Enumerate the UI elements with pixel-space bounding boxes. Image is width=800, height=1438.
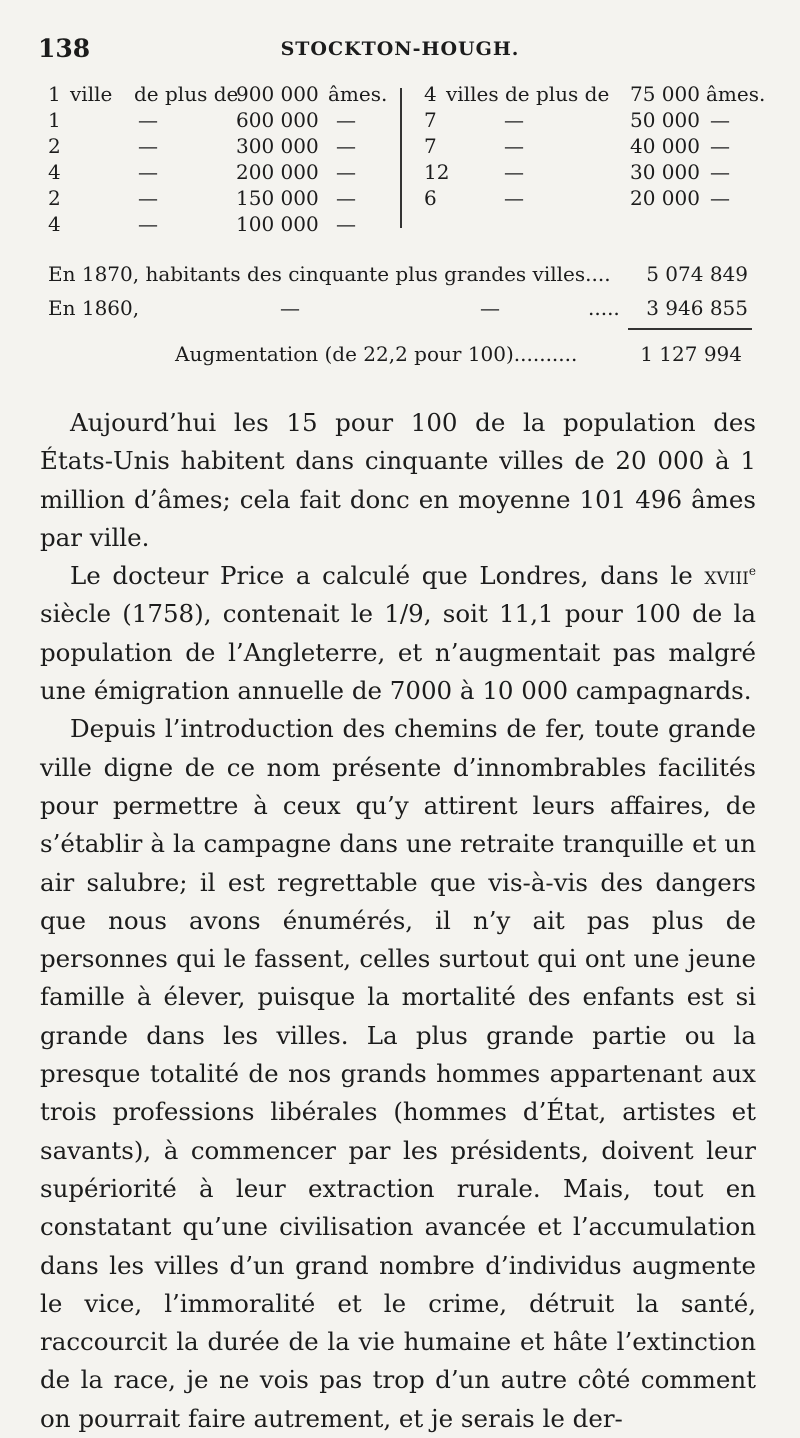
total-value: 5 074 849 bbox=[646, 262, 748, 286]
paragraph: Depuis l’introduction des chemins de fer, toute grande ville digne de ce nom présente d’innombrables facilités pour permettre à ceux qu’y attirent leurs affaires, de s’établir à la campagne dans une retraite tranquille et un air salubre; il est regrettable que vis-à-vis des dangers que nous avons énumérés, il n’y ait pas plus de personnes qui le fassent, celles surtout qui ont une jeune famille à élever, puisque la mortalité des enfants est si grande dans les villes. La plus grande partie ou la presque totalité de nos grands hommes appartenant aux trois professions libérales (hommes d’État, artistes et savants), à commencer par les présidents, doivent leur supériorité à leur extraction rurale. Mais, tout en constatant qu’une civilisation avancée et l’accumulation dans les villes d’un grand nombre d’individus augmente le vice, l’immoralité et le crime, détruit la santé, raccourcit la durée de la vie humaine et hâte l’extinction de la race, je ne vois pas trop d’un autre côté comment on pourrait faire autrement, et je serais le der- bbox=[40, 714, 756, 1433]
row-dash: — bbox=[504, 160, 524, 184]
row-count: 12 bbox=[424, 160, 450, 184]
paragraph: Aujourd’hui les 15 pour 100 de la population des États-Unis habitent dans cinquante villes de 20 000 à 1 million d’âmes; cela fait donc en moyenne 101 496 âmes par ville. bbox=[40, 408, 756, 552]
table-row bbox=[46, 186, 398, 212]
table-row bbox=[46, 212, 398, 238]
row-unit: — bbox=[710, 134, 730, 158]
row-count: 4 bbox=[48, 160, 61, 184]
table-row bbox=[46, 160, 398, 186]
row-number: 900 000 bbox=[236, 82, 319, 106]
page-header bbox=[38, 34, 762, 64]
row-count: 2 bbox=[48, 186, 61, 210]
row-unit: — bbox=[336, 160, 356, 184]
row-count: 7 bbox=[424, 134, 437, 158]
row-unit: — bbox=[710, 160, 730, 184]
row-dash: — bbox=[138, 186, 158, 210]
superscript: e bbox=[748, 564, 756, 579]
row-number: 100 000 bbox=[236, 212, 319, 236]
row-count: 1 bbox=[48, 108, 61, 132]
table-row bbox=[46, 82, 398, 108]
row-dash: — bbox=[504, 134, 524, 158]
row-number: 75 000 bbox=[630, 82, 700, 106]
total-value: 3 946 855 bbox=[646, 296, 748, 320]
running-head: STOCKTON-HOUGH. bbox=[280, 38, 520, 60]
row-number: 600 000 bbox=[236, 108, 319, 132]
table-row bbox=[46, 134, 398, 160]
population-totals bbox=[48, 262, 748, 330]
row-count: 6 bbox=[424, 186, 437, 210]
city-population-table bbox=[46, 82, 766, 236]
body-text bbox=[40, 404, 756, 1438]
row-dash: — bbox=[138, 160, 158, 184]
total-ditto: — bbox=[480, 296, 500, 320]
row-number: 20 000 bbox=[630, 186, 700, 210]
row-prefix: de plus de bbox=[134, 82, 239, 106]
paragraph bbox=[40, 557, 756, 710]
row-number: 40 000 bbox=[630, 134, 700, 158]
row-unit: — bbox=[336, 186, 356, 210]
table-row bbox=[414, 134, 764, 160]
row-unit: — bbox=[336, 212, 356, 236]
page-number: 138 bbox=[38, 34, 91, 63]
row-number: 30 000 bbox=[630, 160, 700, 184]
sum-rule bbox=[628, 328, 752, 330]
row-unit: âmes. bbox=[328, 82, 388, 106]
row-count: 2 bbox=[48, 134, 61, 158]
row-dash: — bbox=[504, 108, 524, 132]
table-row bbox=[414, 186, 764, 212]
row-dash: — bbox=[504, 186, 524, 210]
row-dash: — bbox=[138, 108, 158, 132]
table-row bbox=[46, 108, 398, 134]
augmentation-label: Augmentation (de 22,2 pour 100).......... bbox=[175, 342, 578, 366]
total-1860 bbox=[48, 296, 748, 330]
row-dash: — bbox=[138, 134, 158, 158]
total-leader: ..... bbox=[588, 296, 620, 320]
row-unit: — bbox=[336, 134, 356, 158]
row-number: 150 000 bbox=[236, 186, 319, 210]
row-number: 200 000 bbox=[236, 160, 319, 184]
paragraph-text: Le docteur Price a calculé que Londres, dans le bbox=[70, 561, 705, 591]
table-divider bbox=[400, 88, 402, 228]
table-row bbox=[414, 160, 764, 186]
row-label: ville bbox=[70, 82, 113, 106]
paragraph-text: siècle (1758), contenait le 1/9, soit 11,1 pour 100 de la population de l’Angleterre, et n’augmentait pas malgré une émigration annuelle de 7000 à 10 000 campagnards. bbox=[40, 599, 756, 706]
row-unit: âmes. bbox=[706, 82, 766, 106]
augmentation-line bbox=[175, 342, 742, 366]
augmentation-value: 1 127 994 bbox=[640, 342, 742, 366]
total-1870 bbox=[48, 262, 748, 296]
row-count: 1 bbox=[48, 82, 61, 106]
table-right-column bbox=[414, 82, 764, 212]
total-label: En 1870, habitants des cinquante plus grandes villes.... bbox=[48, 262, 611, 286]
century-numeral: xviii bbox=[704, 561, 749, 591]
row-label: villes de plus de bbox=[446, 82, 610, 106]
table-row bbox=[414, 82, 764, 108]
row-count: 4 bbox=[48, 212, 61, 236]
row-dash: — bbox=[138, 212, 158, 236]
row-count: 7 bbox=[424, 108, 437, 132]
total-ditto: — bbox=[280, 296, 300, 320]
row-unit: — bbox=[710, 108, 730, 132]
row-unit: — bbox=[710, 186, 730, 210]
table-row bbox=[414, 108, 764, 134]
total-label: En 1860, bbox=[48, 296, 140, 320]
row-unit: — bbox=[336, 108, 356, 132]
row-number: 50 000 bbox=[630, 108, 700, 132]
row-number: 300 000 bbox=[236, 134, 319, 158]
table-left-column bbox=[46, 82, 398, 238]
row-count: 4 bbox=[424, 82, 437, 106]
